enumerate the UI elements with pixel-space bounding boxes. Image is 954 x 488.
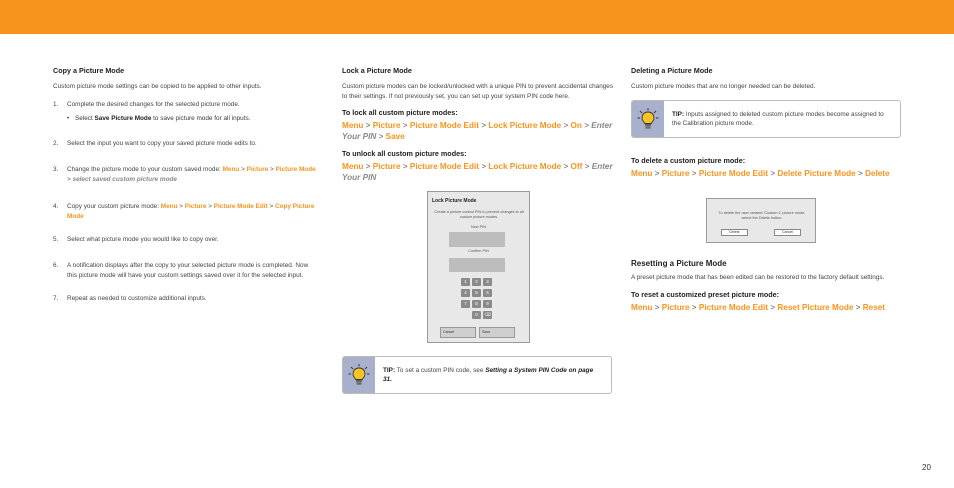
copy-step-4: 4. Copy your custom picture mode: Menu > Picture > Picture Mode Edit > Copy Picture Mode <box>53 202 315 220</box>
dialog-cancel-button[interactable]: Cancel <box>774 229 801 236</box>
lock-path: Menu > Picture > Picture Mode Edit > Lock Picture Mode > On > Enter Your PIN > Save <box>342 121 613 141</box>
dialog-text: To delete the user created 'Custom 1' picture mode, select the Delete button. <box>718 211 806 220</box>
confirm-pin-label: Confirm PIN <box>468 249 489 253</box>
lock-section <box>342 66 614 183</box>
reset-section <box>631 259 903 313</box>
unlock-heading: To unlock all custom picture modes: <box>342 149 467 159</box>
key-3[interactable]: 3 <box>483 278 492 286</box>
delete-section <box>631 66 903 92</box>
new-pin-field[interactable] <box>449 232 505 247</box>
reset-title: Resetting a Picture Mode <box>631 259 727 268</box>
new-pin-label: New PIN <box>471 225 486 229</box>
copy-step-5: 5. Select what picture mode you would like to copy over. <box>53 235 219 243</box>
delete-instructions <box>631 149 903 180</box>
pin-link[interactable]: Setting a System PIN Code on page 31. <box>383 366 594 383</box>
key-2[interactable]: 2 <box>472 278 481 286</box>
key-9[interactable]: 9 <box>483 300 492 308</box>
dialog-delete-button[interactable]: Delete <box>721 229 748 236</box>
reset-heading: To reset a customized preset picture mode: <box>631 289 780 299</box>
delete-title: Deleting a Picture Mode <box>631 66 713 75</box>
delete-heading: To delete a custom picture mode: <box>631 156 746 165</box>
copy-step-1-bullet: • Select Save Picture Mode to save picture mode for all inputs. <box>67 114 251 122</box>
screen-title: Lock Picture Mode <box>432 198 477 204</box>
copy-step-6: 6. A notification displays after the copy to your selected picture mode is completed. Now this picture mode will have your custom settings saved over it for the selected input. <box>53 261 309 279</box>
reset-path: Menu > Picture > Picture Mode Edit > Reset Picture Mode > Reset <box>631 302 886 312</box>
unlock-path: Menu > Picture > Picture Mode Edit > Lock Picture Mode > Off > Enter Your PIN <box>342 162 613 182</box>
key-4[interactable]: 4 <box>461 289 470 297</box>
copy-intro: Custom picture mode settings can be copied to be applied to other inputs. <box>53 83 262 90</box>
copy-title: Copy a Picture Mode <box>53 66 125 75</box>
reset-intro: A preset picture mode that has been edited can be restored to the factory default settings. <box>631 274 885 281</box>
tip-pin-box <box>342 356 612 394</box>
tip-delete-box <box>631 100 901 138</box>
key-5[interactable]: 5 <box>472 289 481 297</box>
delete-intro: Custom picture modes that are no longer needed can be deleted. <box>631 83 816 90</box>
key-7[interactable]: 7 <box>461 300 470 308</box>
tip-delete-text: TIP: Inputs assigned to deleted custom picture modes become assigned to the Calibration picture mode. <box>672 110 884 127</box>
key-8[interactable]: 8 <box>472 300 481 308</box>
copy-step-2: 2. Select the input you want to copy your saved picture mode edits to. <box>53 139 257 147</box>
key-backspace[interactable]: ⌫ <box>484 312 491 317</box>
lightbulb-icon <box>343 357 375 393</box>
screen-desc: Create a picture control PIN to prevent changes to all custom picture modes. <box>434 210 524 219</box>
lock-intro: Custom picture modes can be locked/unlocked with a unique PIN to prevent accidental changes to their settings. If not previously set, you can set up your system PIN code here. <box>342 83 614 100</box>
header-bar <box>0 0 954 34</box>
tip-pin-text: TIP: To set a custom PIN code, see Setting a System PIN Code on page 31. <box>383 366 594 383</box>
copy-step-7: 7. Repeat as needed to customize additional inputs. <box>53 294 207 302</box>
key-6[interactable]: 6 <box>483 289 492 297</box>
lock-picture-mode-screen <box>427 191 530 343</box>
confirm-pin-field[interactable] <box>449 258 505 272</box>
key-1[interactable]: 1 <box>461 278 470 286</box>
screen-save-button[interactable]: Save <box>479 327 515 338</box>
screen-cancel-button[interactable]: Cancel <box>440 327 476 338</box>
copy-step-3: 3. Change the picture mode to your custom saved mode: Menu > Picture > Picture Mode > select saved custom picture mode <box>53 165 316 183</box>
delete-path: Menu > Picture > Picture Mode Edit > Delete Picture Mode > Delete <box>631 169 890 178</box>
lock-heading: To lock all custom picture modes: <box>342 108 458 118</box>
copy-section <box>53 66 318 304</box>
page-number: 20 <box>922 463 931 472</box>
lightbulb-icon <box>632 101 664 137</box>
copy-step-1: 1. Complete the desired changes for the selected picture mode. <box>53 100 240 108</box>
key-0[interactable]: 0 <box>472 311 481 319</box>
delete-dialog <box>706 198 816 243</box>
lock-title: Lock a Picture Mode <box>342 66 412 75</box>
